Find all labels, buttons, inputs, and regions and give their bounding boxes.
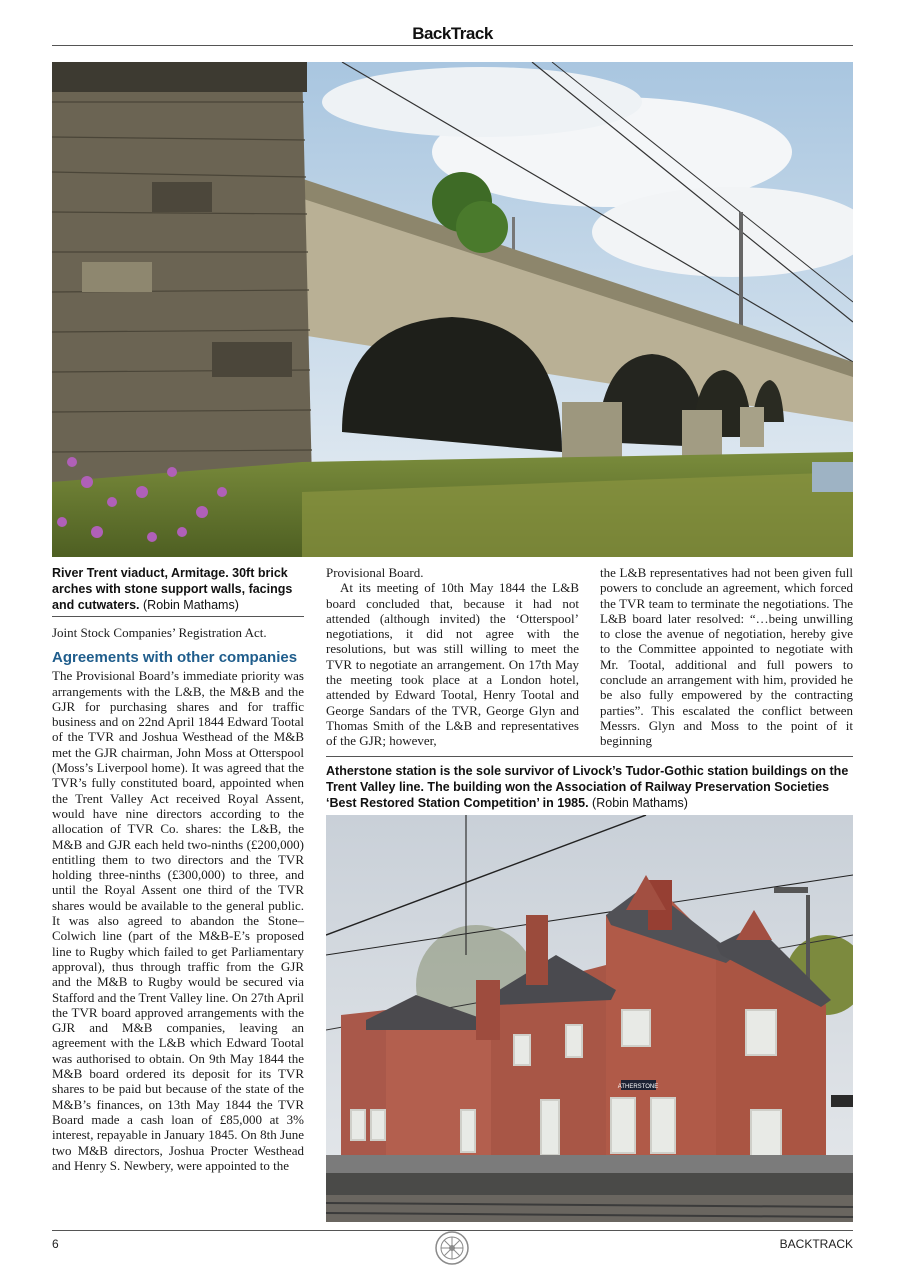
- article-column-2: [326, 565, 579, 749]
- viaduct-caption: [52, 565, 304, 613]
- col1-body: The Provisional Board’s immediate priority was arrangements with the L&B, the M&B and the GJR for purchasing shares and for traffic business and on 22nd April 1844 Edward Tootal of the TVR and Joshua Westhead of the M&B met the GJR chairman, John Moss at Otterspool (Moss’s Liverpool home). It was agreed that the TVR’s fully constituted board, appointed when the Trent Valley Act received Royal Assent, would have nine directors according to the allocation of TVR Co. shares: the L&B, the M&B and GJR each held two-ninths (£200,000) entitling them to two directors and the TVR holding three-ninths (£300,000) to three, and until the Royal Assent one third of the TVR shares would be available to the general public. It was also agreed to abandon the Stone–Colwich line (part of the M&B-E’s proposed line to Rugby which failed to get Parliamentary approval), thus through traffic from the GJR and the M&B to Rugby would be secured via Stafford and the Trent Valley line. On 27th April the TVR board approved arrangements with the GJR and M&B companies, leaving an agreement with the L&B which Edward Tootal was authorised to obtain. On 9th May 1844 the M&B board ordered its deposit for its TVR shares to be paid but because of the state of the M&B’s finances, on 13th May 1844 the TVR Board made a cash loan of £85,000 at 3% interest, repayable in January 1845. On 8th June two M&B directors, Joshua Procter Westhead and Henry S. Newbery, were appointed to the: [52, 668, 304, 1173]
- caption-rule: [52, 616, 304, 617]
- header-rule: [52, 45, 853, 46]
- station-sign-text: ATHERSTONE: [617, 1084, 659, 1090]
- station-caption-text: Atherstone station is the sole survivor of Livock’s Tudor-Gothic station buildings on the Trent Valley line. The building won the Association of Railway Preservation Societies ‘Best Restored Station Competition’ in 1985.: [326, 764, 849, 810]
- section-heading: Agreements with other companies: [52, 649, 298, 667]
- article-column-1: [52, 625, 304, 1173]
- viaduct-caption-text: River Trent viaduct, Armitage. 30ft brick arches with stone support walls, facings and cutwaters.: [52, 566, 293, 612]
- viaduct-photo: [52, 62, 853, 557]
- station-caption-credit: (Robin Mathams): [592, 796, 688, 810]
- magazine-masthead: BackTrack: [412, 24, 493, 43]
- magazine-name: BACKTRACK: [779, 1237, 853, 1251]
- caption-2-rule: [326, 756, 853, 757]
- col2-para-1: Provisional Board.: [326, 565, 424, 580]
- viaduct-caption-credit: (Robin Mathams): [143, 598, 239, 612]
- article-column-3: [600, 565, 853, 749]
- page-number: 6: [52, 1237, 59, 1251]
- col3-para-1: the L&B representatives had not been given full powers to conclude an agreement, which forced the TVR team to terminate the negotiations. The L&B board later resolved: “…being unwilling to close the avenue of negotiation, hereby give to the Committee appointed to negotiate with Mr. Tootal, additional and full powers to conclude an arrangement with him, provided he be also fully empowered by the contracting parties”. This escalated the conflict between Messrs. Glyn and Moss to the point of it beginning: [600, 565, 853, 749]
- station-caption: [326, 763, 853, 811]
- wheel-emblem-icon: [434, 1230, 470, 1266]
- col2-para-2: At its meeting of 10th May 1844 the L&B board concluded that, because it had not attended (although invited) the ‘Otterspool’ negotiations, it did not agree with the resolutions, but was still willing to meet the TVR to negotiate an arrangement. On 17th May the meeting took place at a London hotel, attended by Edward Tootal, Henry Tootal and George Sandars of the TVR, George Glyn and Thomas Smith of the L&B and representatives of the GJR; however,: [326, 580, 579, 749]
- station-photo: [326, 815, 853, 1222]
- col1-intro: Joint Stock Companies’ Registration Act.: [52, 625, 267, 640]
